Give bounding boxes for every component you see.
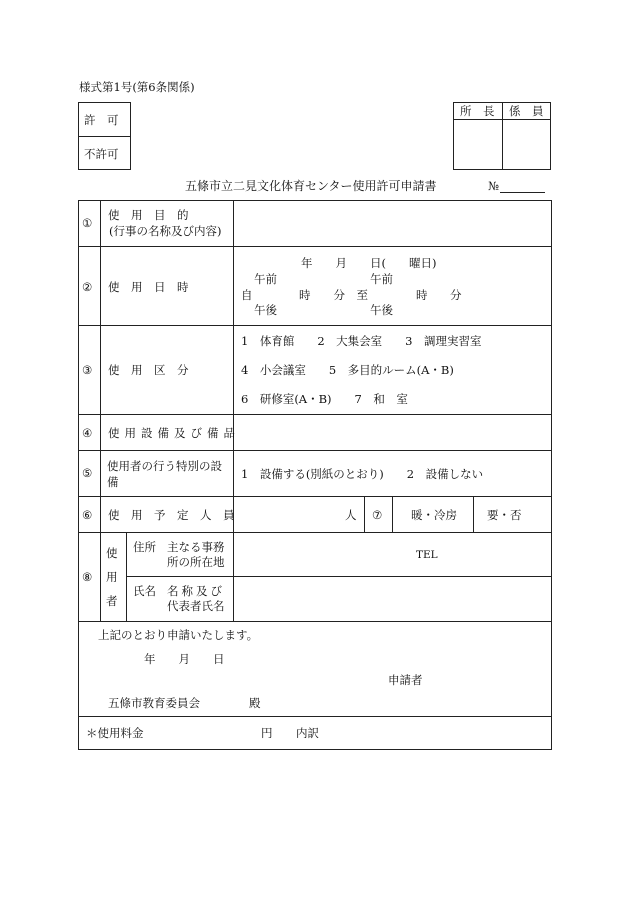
pm-end: 午後 [370, 303, 393, 317]
row-number-2: ② [82, 280, 93, 294]
pm-start: 午後 [254, 303, 277, 317]
user-vertical-1: 使 [106, 546, 118, 560]
chief-label: 所 長 [460, 104, 495, 118]
person-unit: 人 [345, 508, 357, 522]
divider [78, 136, 131, 137]
row-number-8: ⑧ [82, 570, 93, 584]
clerk-label: 係 員 [509, 104, 544, 118]
fee-label: ＊使用料金 [86, 726, 144, 740]
category-line-1[interactable]: 1 体育館 2 大集会室 3 調理実習室 [241, 334, 482, 348]
am-start: 午前 [254, 272, 277, 286]
row-number-3: ③ [82, 363, 93, 377]
not-permit-label: 不許可 [84, 147, 119, 161]
representative-label: 代表者氏名 [167, 599, 225, 613]
yen-unit: 円 [261, 726, 273, 740]
row-number-5: ⑤ [82, 466, 93, 480]
heating-cooling-label: 暖・冷房 [411, 508, 457, 522]
office-label: 主なる事務 [167, 540, 225, 554]
form-title: 五條市立二見文化体育センター使用許可申請書 [185, 179, 437, 193]
addressee: 五條市教育委員会 [108, 696, 200, 710]
row-number-6: ⑥ [82, 508, 93, 522]
category-line-3[interactable]: 6 研修室(A・B) 7 和 室 [241, 392, 408, 406]
user-vertical-3: 者 [106, 594, 118, 608]
expected-attendance-label: 使 用 予 定 人 員 [108, 508, 235, 522]
purpose-input[interactable] [234, 201, 551, 246]
row-number-7: ⑦ [372, 508, 383, 522]
from-label: 自 [241, 288, 253, 302]
row-number-4: ④ [82, 426, 93, 440]
end-minute: 分 [450, 288, 462, 302]
row-number-1: ① [82, 216, 93, 230]
end-hour: 時 [416, 288, 428, 302]
purpose-label: 使 用 目 的 [108, 208, 189, 222]
number-label: № [488, 179, 499, 193]
date-line: 年 月 日( 曜日) [301, 256, 437, 270]
required-or-not[interactable]: 要・否 [487, 508, 522, 522]
form-number: 様式第1号(第6条関係) [79, 80, 195, 94]
breakdown-label: 内訳 [296, 726, 319, 740]
special-equipment-label: 使用者の行う特別の設 [107, 459, 222, 473]
declaration-date: 年 月 日 [144, 652, 225, 666]
address-label: 住所 [133, 540, 156, 554]
usage-category-label: 使 用 区 分 [108, 363, 189, 377]
category-line-2[interactable]: 4 小会議室 5 多目的ルーム(A・B) [241, 363, 454, 377]
usage-datetime-label: 使 用 日 時 [108, 280, 189, 294]
applicant-label: 申請者 [388, 673, 423, 687]
honorific: 殿 [249, 696, 261, 710]
office-location-label: 所の所在地 [167, 555, 225, 569]
user-vertical-2: 用 [106, 570, 118, 584]
equipment-input[interactable] [234, 415, 551, 450]
special-equipment-label-cont: 備 [107, 475, 119, 489]
am-end: 午前 [370, 272, 393, 286]
time-line: 時 分 至 [299, 288, 368, 302]
divider [502, 102, 503, 170]
equipment-label: 使用設備及び備品 [108, 426, 240, 440]
number-underline [500, 192, 545, 193]
special-equipment-options[interactable]: 1 設備する(別紙のとおり) 2 設備しない [241, 467, 484, 481]
declaration-text: 上記のとおり申請いたします。 [98, 628, 259, 642]
name-label: 氏名 [133, 584, 156, 598]
purpose-sublabel: (行事の名称及び内容) [109, 224, 222, 238]
permit-label: 許 可 [84, 113, 119, 127]
organization-name-label: 名称及び [167, 584, 225, 598]
tel-label: TEL [416, 549, 438, 561]
